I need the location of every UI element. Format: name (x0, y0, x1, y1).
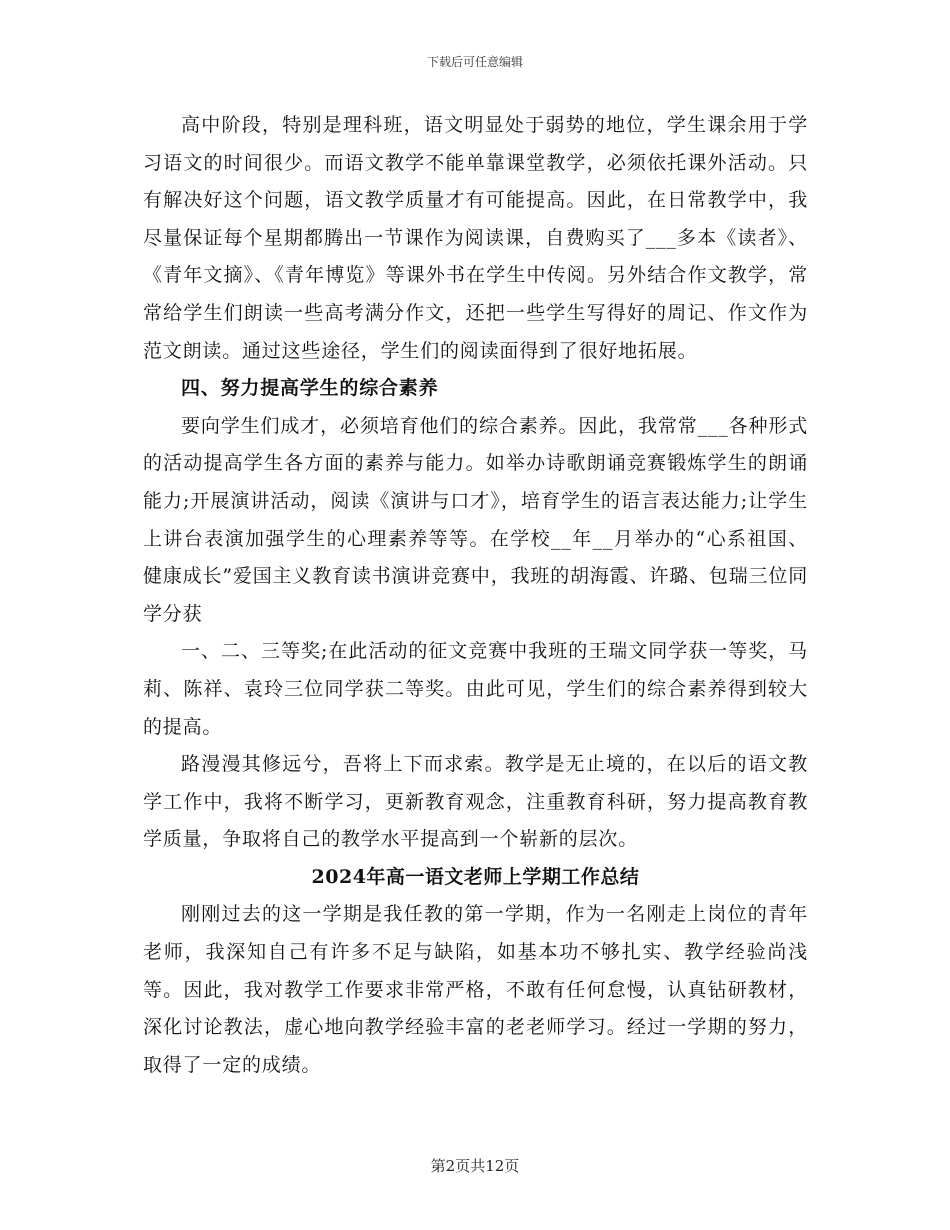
page-header: 下载后可任意编辑 (426, 55, 523, 69)
paragraph-conclusion: 路漫漫其修远兮，吾将上下而求索。教学是无止境的，在以后的语文教学工作中，我将不断学习，更新教育观念，注重教育科研，努力提高教育教学质量，争取将自己的教学水平提高到一个崭新的层次。 (143, 753, 808, 851)
page-number: 第2页共12页 (430, 1157, 520, 1175)
section-heading-comprehensive-quality: 四、努力提高学生的综合素养 (181, 377, 439, 400)
paragraph-reading-activities: 高中阶段，特别是理科班，语文明显处于弱势的地位，学生课余用于学习语文的时间很少。而语文教学不能单靠课堂教学，必须依托课外活动。只有解决好这个问题，语文教学质量才有可能提高。因此，在日常教学中，我尽量保证每个星期都腾出一节课作为阅读课，自费购买了___多本《读者》、《青年文摘》、《青年博览》等课外书在学生中传阅。另外结合作文教学，常常给学生们朗读一些高考满分作文，还把一些学生写得好的周记、作文作为范文朗读。通过这些途径，学生们的阅读面得到了很好地拓展。 (143, 114, 808, 362)
document-body (143, 107, 808, 1084)
paragraph-introduction: 刚刚过去的这一学期是我任教的第一学期，作为一名刚走上岗位的青年老师，我深知自己有许多不足与缺陷，如基本功不够扎实、教学经验尚浅等。因此，我对教学工作要求非常严格，不敢有任何怠慢，认真钻研教材，深化讨论教法，虚心地向教学经验丰富的老老师学习。经过一学期的努力，取得了一定的成绩。 (143, 903, 808, 1076)
paragraph-comprehensive-quality: 要向学生们成才，必须培育他们的综合素养。因此，我常常___各种形式的活动提高学生各方面的素养与能力。如举办诗歌朗诵竞赛锻炼学生的朗诵能力;开展演讲活动，阅读《演讲与口才》，培育学生的语言表达能力;让学生上讲台表演加强学生的心理素养等等。在学校__年__月举办的“心系祖国、健康成长”爱国主义教育读书演讲竞赛中，我班的胡海霞、许璐、包瑞三位同学分获 (143, 414, 808, 625)
document-title: 2024年高一语文老师上学期工作总结 (311, 865, 640, 888)
paragraph-awards: 一、二、三等奖;在此活动的征文竞赛中我班的王瑞文同学获一等奖，马莉、陈祥、袁玲三位同学获二等奖。由此可见，学生们的综合素养得到较大的提高。 (143, 640, 808, 738)
